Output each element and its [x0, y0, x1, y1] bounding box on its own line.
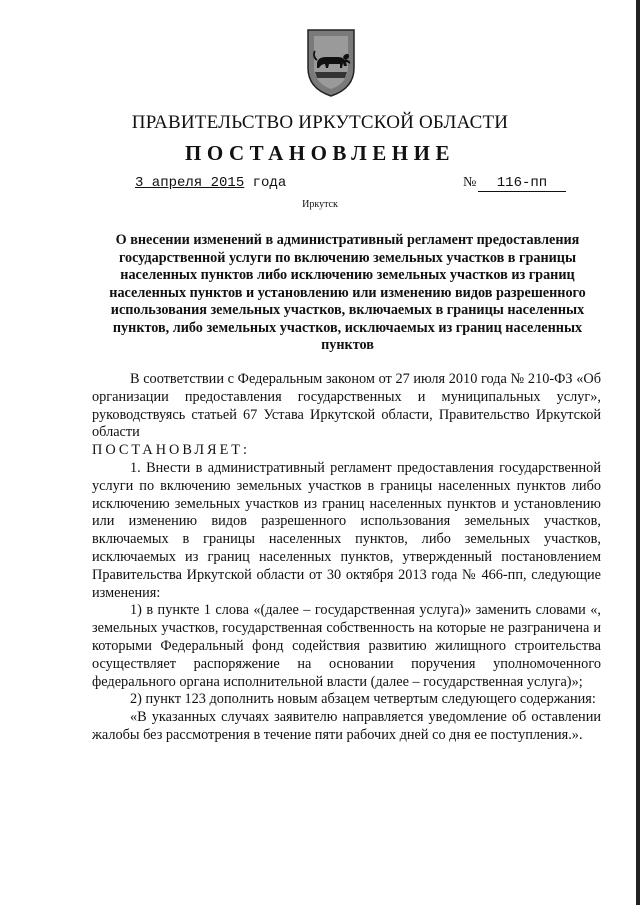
document-body — [92, 371, 601, 745]
scan-edge — [636, 0, 640, 905]
date-value: 3 апреля 2015 — [135, 175, 245, 191]
decree-word: ПОСТАНОВЛЯЕТ: — [92, 442, 251, 459]
item-1-paragraph: 1. Внести в административный регламент предоставления государственной услуги по включению земельных участков в границы населенных пунктов либо исключению земельных участков из границ населенных пунктов и установлению или изменению видов разрешенного использования земельных участков, включаемых в границы населенных пунктов, либо земельных участков, исключаемых из границ населенных пунктов, утвержденный постановлением Правительства Иркутской области от 30 октября 2013 года № 466-пп, следующие изменения: — [92, 459, 601, 601]
subitem-2-paragraph: 2) пункт 123 дополнить новым абзацем четвертым следующего содержания: — [130, 691, 596, 708]
number-label: № — [463, 175, 477, 190]
preamble-paragraph: В соответствии с Федеральным законом от 27 июля 2010 года № 210-ФЗ «Об организации предоставления государственных и муниципальных услуг», руководствуясь статьей 67 Устава Иркутской области, Правительство Иркутской области — [92, 371, 601, 441]
quoted-amendment: «В указанных случаях заявителю направляется уведомление об оставлении жалобы без рассмотрения в течение пяти рабочих дней со дня ее поступления.». — [92, 709, 601, 743]
city: Иркутск — [302, 199, 338, 210]
document-number: 116-пп — [478, 175, 566, 192]
date-suffix: года — [252, 175, 287, 191]
document-type: ПОСТАНОВЛЕНИЕ — [185, 141, 455, 165]
document-title: О внесении изменений в административный регламент предоставления государственной услуги по включению земельных участков в границы населенных пунктов либо исключению земельных участков из границ населенных пунктов и установлению или изменению видов разрешенного использования земельных участков, включаемых в границы населенных пунктов, либо земельных участков, исключаемых из границ населенных пунктов — [109, 232, 586, 353]
irkutsk-coat-of-arms-icon — [305, 26, 357, 98]
subitem-1-paragraph: 1) в пункте 1 слова «(далее – государственная услуга)» заменить словами «, земельных участков, государственная собственность на которые не разграничена и которыми Федеральный фонд содействия развитию жилищного строительства осуществляет распоряжение на основании поручения уполномоченного федерального органа исполнительной власти (далее – государственная услуга)»; — [92, 602, 601, 690]
government-name: ПРАВИТЕЛЬСТВО ИРКУТСКОЙ ОБЛАСТИ — [131, 112, 509, 133]
document-date — [135, 175, 286, 191]
